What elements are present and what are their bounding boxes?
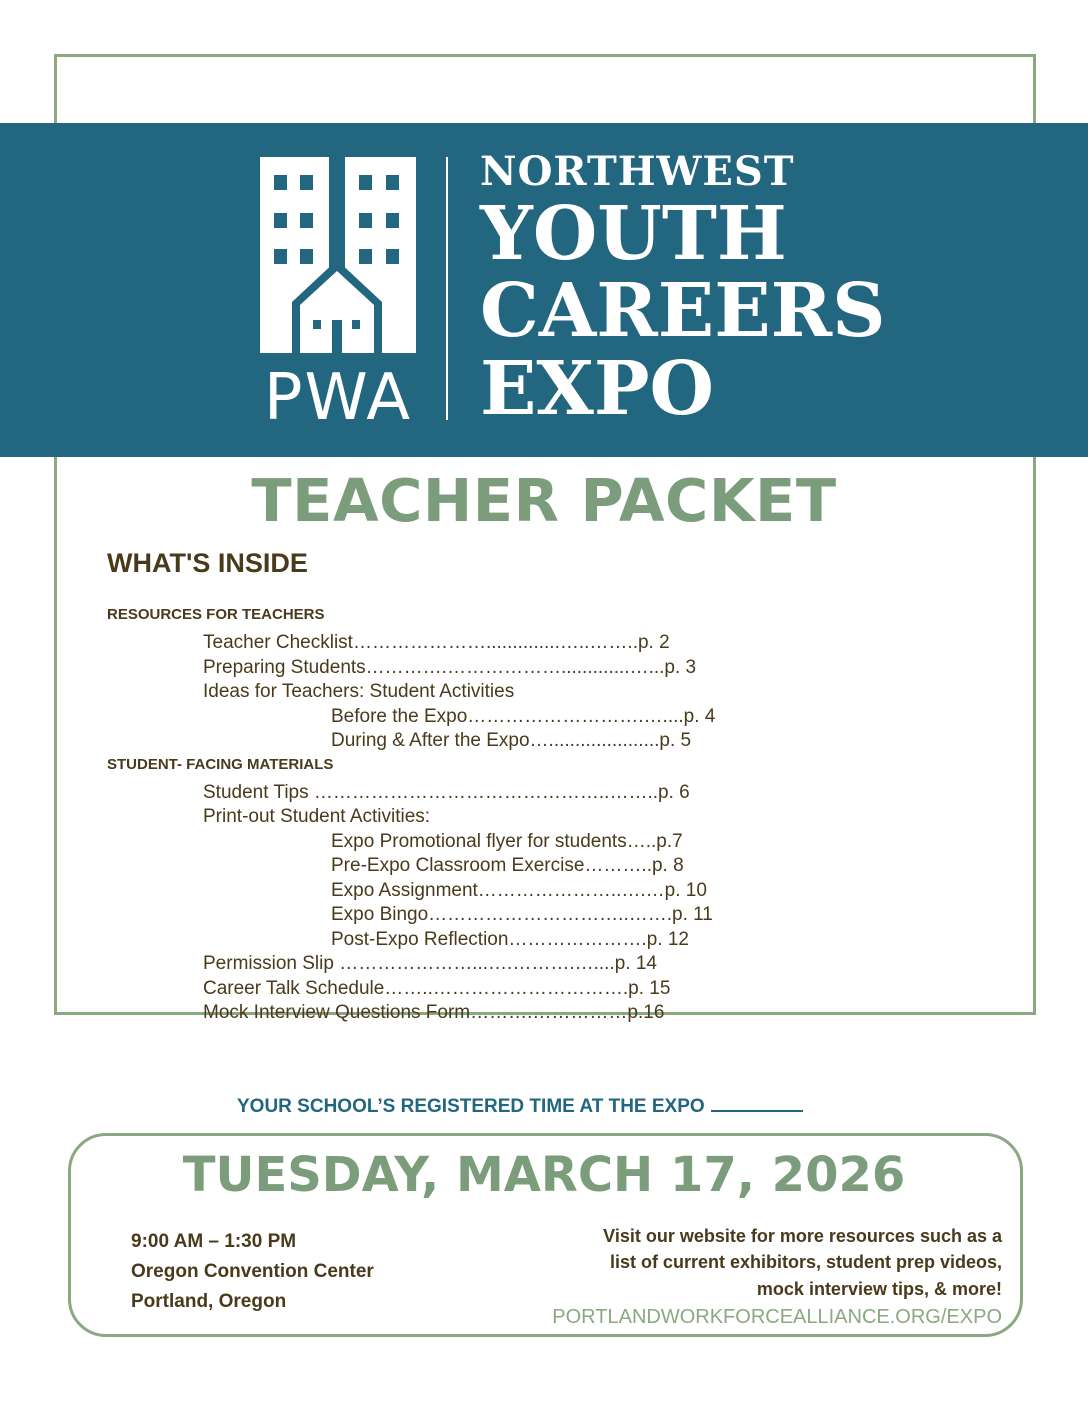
toc-item: Pre-Expo Classroom Exercise………..p. 8	[331, 855, 684, 876]
toc-item: Before the Expo……………………….…....p. 4	[331, 706, 716, 727]
toc-item: Preparing Students………….……………….............…...p. 3	[203, 657, 697, 678]
visit-text-line: mock interview tips, & more!	[756, 1279, 1002, 1299]
toc-item: Mock Interview Questions Form……….……………p.16	[203, 1002, 665, 1023]
toc-item: Teacher Checklist…………………..............…..……..p. 2	[203, 632, 670, 653]
visit-text-line: Visit our website for more resources such as a	[603, 1226, 1002, 1246]
registered-time-blank	[711, 1093, 803, 1112]
toc-item: Student Tips ………………………………………..……..p. 6	[203, 782, 690, 803]
website-link[interactable]: PORTLANDWORKFORCEALLIANCE.ORG/EXPO	[552, 1306, 1002, 1328]
section-heading-teachers: RESOURCES FOR TEACHERS	[107, 606, 325, 623]
toc-item: Expo Assignment…………………..….…p. 10	[331, 880, 707, 901]
toc-item: Print-out Student Activities:	[203, 806, 431, 827]
toc-item: Post-Expo Reflection………………….p. 12	[331, 929, 689, 950]
brand-northwest: NORTHWEST	[480, 148, 795, 195]
registered-time-line	[237, 1093, 803, 1118]
page-title: TEACHER PACKET	[251, 466, 837, 535]
event-venue: Oregon Convention Center	[131, 1261, 374, 1282]
toc-item: During & After the Expo….....................p. 5	[331, 730, 692, 751]
brand-careers: CAREERS	[480, 268, 886, 354]
logo-divider	[446, 157, 448, 420]
toc-item: Ideas for Teachers: Student Activities	[203, 681, 515, 702]
toc-item: Permission Slip …………………...….……….…....p. 14	[203, 953, 657, 974]
toc-item: Expo Bingo…………………………..…….p. 11	[331, 904, 713, 925]
visit-text-line: list of current exhibitors, student prep videos,	[609, 1252, 1002, 1272]
event-time: 9:00 AM – 1:30 PM	[131, 1231, 297, 1252]
toc-item: Career Talk Schedule……..………………………….p. 15	[203, 978, 671, 999]
registered-time-label: YOUR SCHOOL’S REGISTERED TIME AT THE EXPO	[237, 1096, 705, 1117]
pwa-buildings-logo-icon	[258, 157, 418, 422]
toc-item: Expo Promotional flyer for students…..p.7	[331, 831, 683, 852]
event-date: TUESDAY, MARCH 17, 2026	[182, 1147, 906, 1203]
whats-inside-heading: WHAT'S INSIDE	[107, 548, 308, 578]
brand-expo: EXPO	[480, 346, 714, 432]
logo-text: PWA	[263, 361, 413, 422]
event-city: Portland, Oregon	[131, 1291, 287, 1312]
brand-youth: YOUTH	[480, 191, 787, 277]
section-heading-students: STUDENT- FACING MATERIALS	[107, 756, 334, 773]
